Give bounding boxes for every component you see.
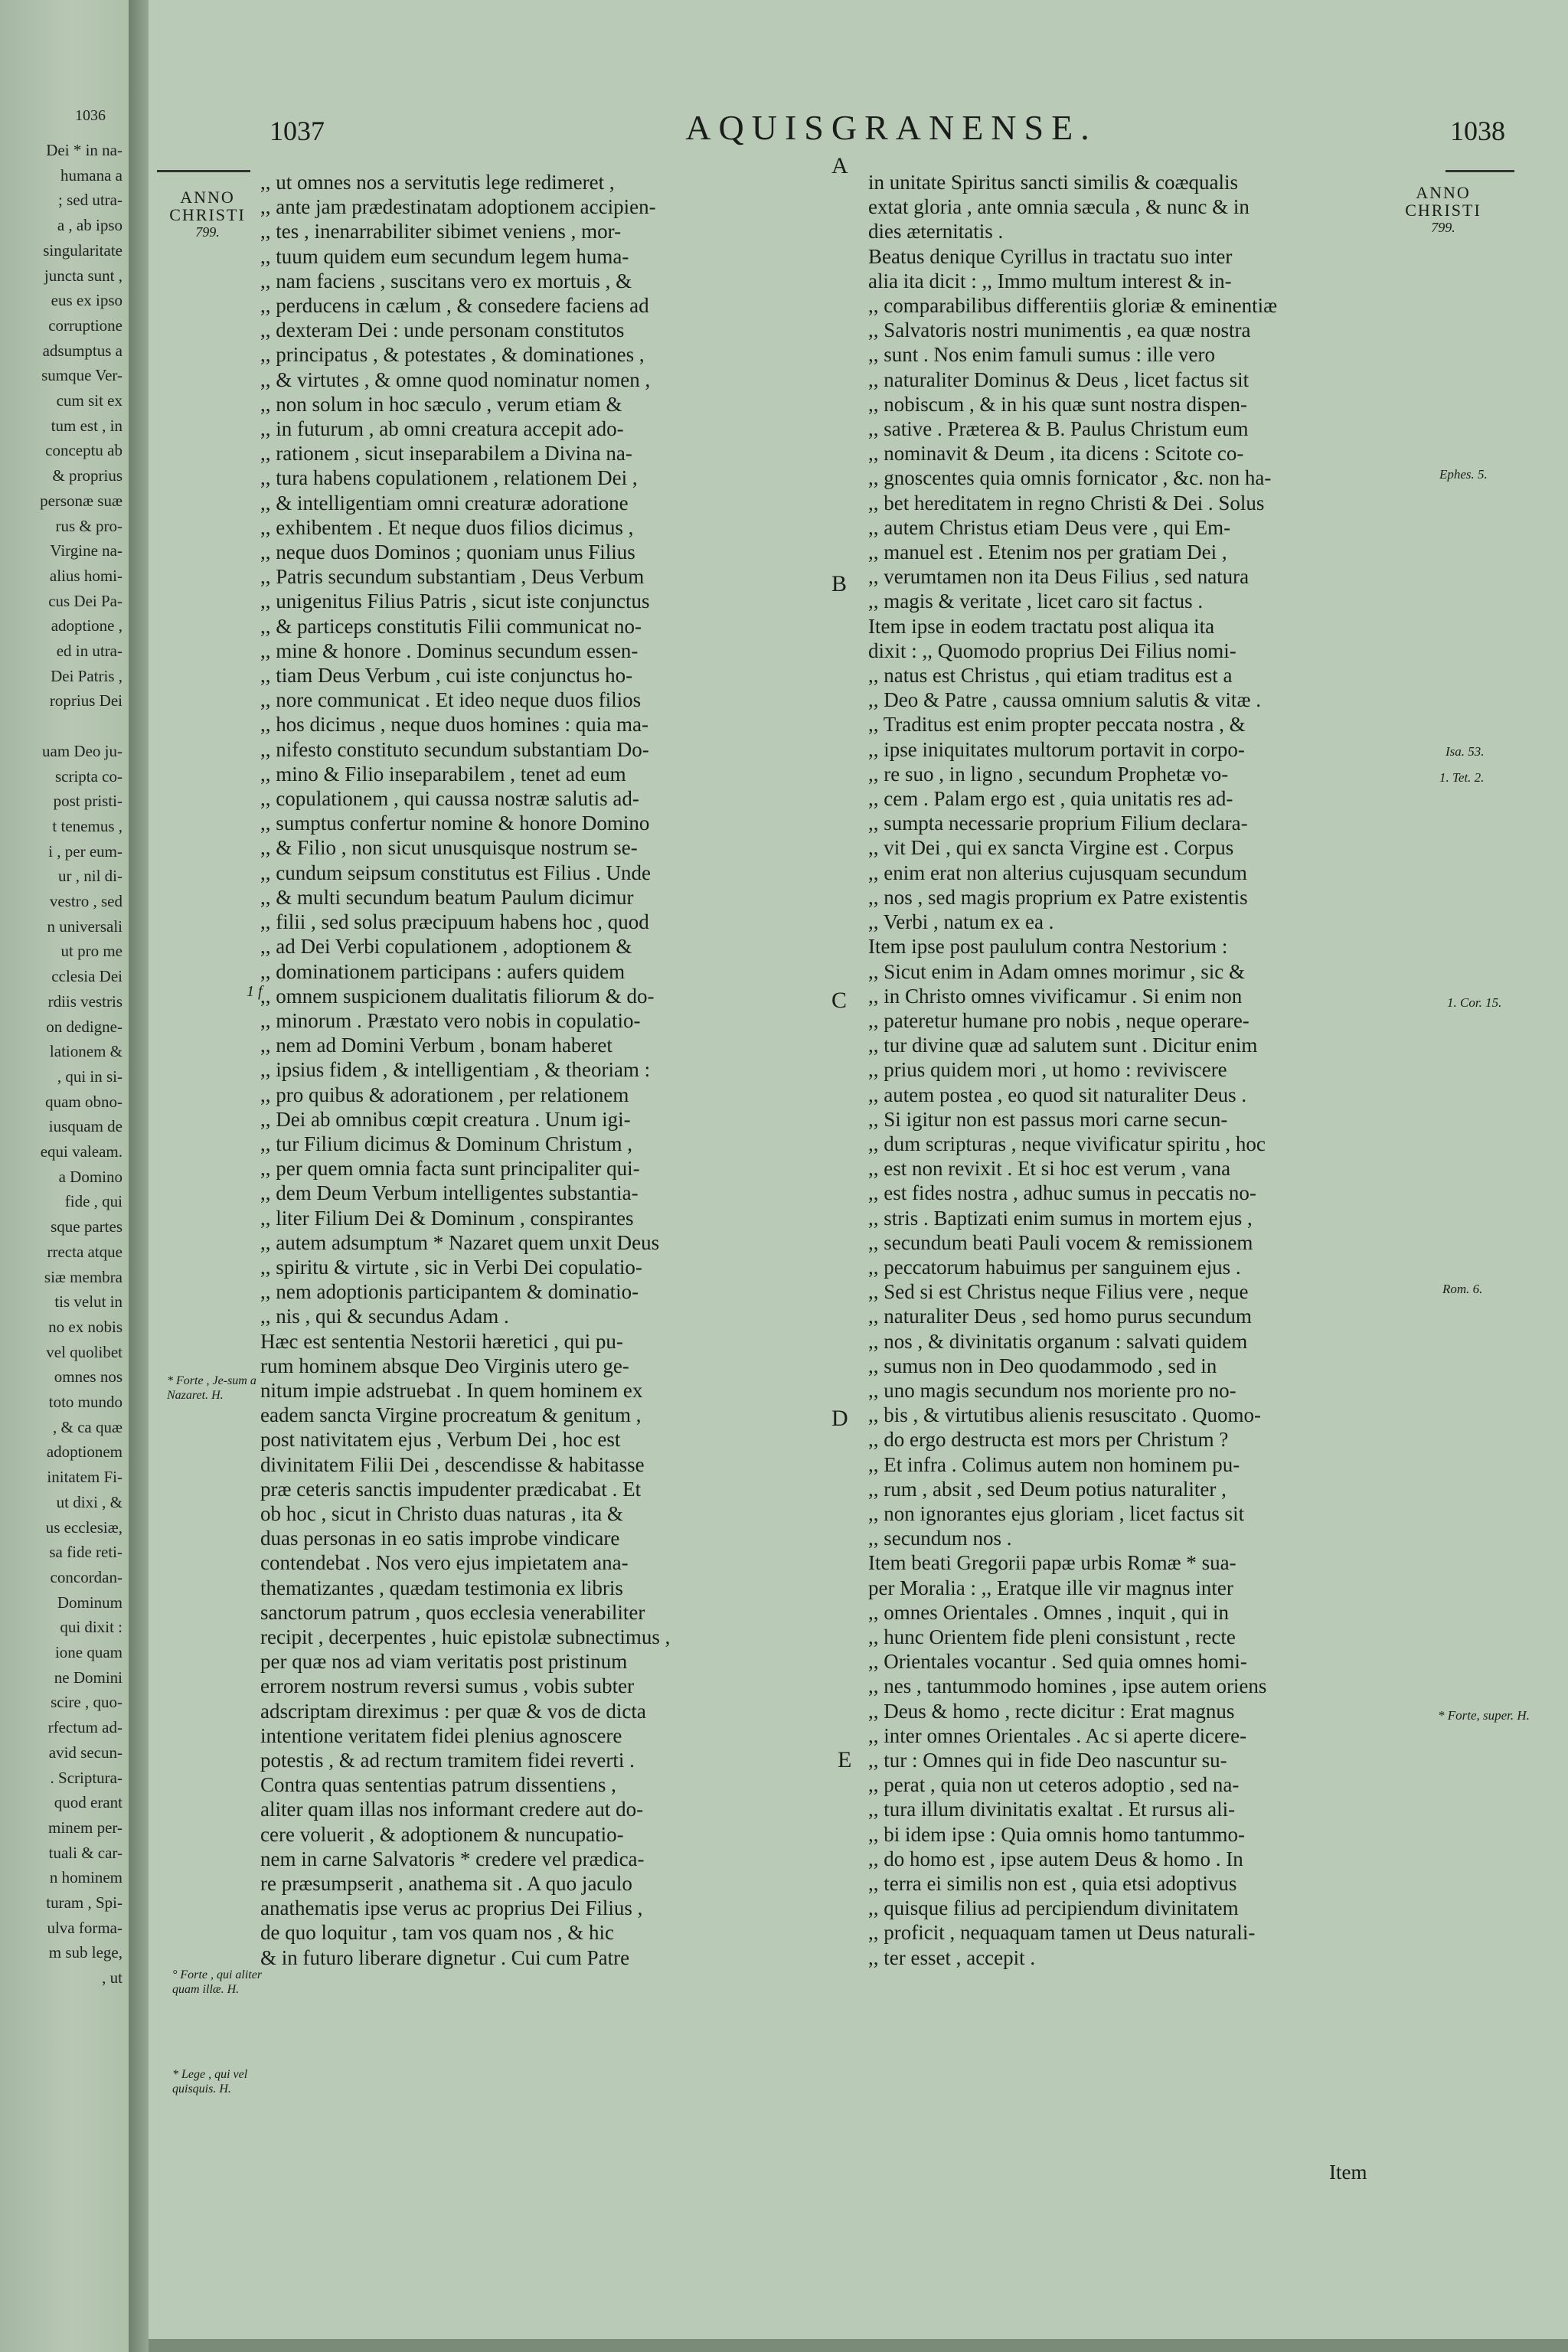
facing-page-line: quam obno- — [45, 1092, 122, 1111]
header-rule-right — [1446, 170, 1514, 172]
facing-page-line: siæ membra — [44, 1267, 122, 1286]
text-line: ,, dominationem participans : aufers quidem — [260, 959, 626, 983]
footnote-mark: * — [172, 2068, 178, 2081]
facing-page-line: qui dixit : — [60, 1618, 122, 1637]
text-line: ,, rum , absit , sed Deum potius naturaliter , — [868, 1477, 1227, 1501]
text-line: ,, naturaliter Deus , sed homo purus secundum — [868, 1305, 1252, 1328]
facing-page-number: 1036 — [75, 107, 106, 124]
text-line: ,, nem adoptionis participantem & dominatio- — [260, 1280, 639, 1304]
facing-page-line: iusquam de — [48, 1117, 122, 1136]
book-gutter — [129, 0, 149, 2352]
anno-year: 799. — [1431, 220, 1455, 235]
text-line: ,, vit Dei , qui ex sancta Virgine est . Corpus — [868, 836, 1234, 860]
section-letter-d: D — [831, 1406, 848, 1431]
margin-ref-isa: Isa. 53. — [1446, 744, 1485, 759]
facing-page-line: cum sit ex — [56, 391, 122, 410]
facing-page-line: , ut — [102, 1968, 122, 1988]
text-line: ,, tura illum divinitatis exaltat . Et rursus ali- — [868, 1798, 1236, 1821]
facing-page-line: singularitate — [43, 240, 122, 260]
facing-page-line: sa fide reti- — [49, 1543, 122, 1562]
facing-page-line: scire , quo- — [51, 1693, 122, 1712]
facing-page-line: personæ suæ — [40, 491, 122, 510]
text-line: ,, prius quidem mori , ut homo : reviviscere — [868, 1058, 1227, 1082]
text-line: ,, do homo est , ipse autem Deus & homo . In — [868, 1847, 1243, 1870]
text-line: ,, nos , & divinitatis organum : salvati quidem — [868, 1329, 1248, 1353]
facing-page-line: roprius Dei — [49, 691, 122, 710]
facing-page-line: Dei Patris , — [51, 666, 122, 685]
text-line: ,, re suo , in ligno , secundum Prophetæ vo- — [868, 762, 1229, 786]
text-line: ,, principatus , & potestates , & dominationes , — [260, 343, 645, 367]
section-letter-a: A — [831, 153, 848, 178]
text-line: ,, ipse iniquitates multorum portavit in corpo- — [868, 737, 1245, 761]
text-line: ,, in Christo omnes vivificamur . Si enim non — [868, 984, 1243, 1008]
text-line: adscriptam direximus : per quæ & vos de dicta — [260, 1699, 646, 1723]
page-header — [149, 106, 1568, 152]
facing-page-line: ne Domini — [54, 1668, 122, 1687]
facing-page-line: humana a — [60, 165, 122, 185]
facing-page-line: adoptione , — [51, 616, 122, 635]
text-line: ,, Salvatoris nostri munimentis , ea quæ nostra — [868, 318, 1251, 342]
text-line: ,, sumptus confertur nomine & honore Domino — [260, 812, 650, 835]
facing-page-line: fide , qui — [64, 1192, 122, 1211]
facing-page-line: adsumptus a — [42, 341, 122, 360]
facing-page-line: n universali — [47, 916, 122, 936]
text-line: ,, cundum seipsum constitutus est Filius . Unde — [260, 861, 651, 884]
margin-ref-rom: Rom. 6. — [1442, 1282, 1483, 1296]
footnote-text: Forte , Je-sum a Nazaret. H. — [167, 1374, 256, 1402]
text-line: ,, sunt . Nos enim famuli sumus : ille vero — [868, 343, 1215, 367]
footnote-mark: * — [167, 1374, 173, 1387]
text-line: ,, enim erat non alterius cujusquam secundum — [868, 861, 1247, 884]
text-line: re præsumpserit , anathema sit . A quo jaculo — [260, 1872, 632, 1896]
text-line: ,, tur Filium dicimus & Dominum Christum , — [260, 1132, 633, 1155]
text-line: ,, unigenitus Filius Patris , sicut iste conjunctus — [260, 590, 650, 613]
text-line: recipit , decerpentes , huic epistolæ subnectimus , — [260, 1625, 671, 1648]
text-line: nem in carne Salvatoris * credere vel prædica- — [260, 1847, 645, 1870]
facing-page-line: juncta sunt , — [44, 266, 122, 285]
text-line: ,, est fides nostra , adhuc sumus in peccatis no- — [868, 1181, 1256, 1205]
section-letter-e: E — [838, 1747, 852, 1772]
text-line: ,, dum scripturas , neque vivificatur spiritu , hoc — [868, 1132, 1266, 1155]
text-line: ,, Traditus est enim propter peccata nostra , & — [868, 713, 1246, 737]
text-line: Contra quas sententias patrum dissentiens , — [260, 1773, 616, 1797]
facing-page-line: m sub lege, — [48, 1943, 122, 1962]
text-line: potestis , & ad rectum tramitem fidei reverti . — [260, 1749, 635, 1772]
text-line: ,, manuel est . Etenim nos per gratiam Dei , — [868, 541, 1227, 564]
text-line: ,, est non revixit . Et si hoc est verum , vana — [868, 1157, 1231, 1181]
text-line: intentione veritatem fidei plenius agnoscere — [260, 1723, 622, 1747]
text-line: Hæc est sententia Nestorii hæretici , qui pu- — [260, 1329, 623, 1353]
margin-ref-cor: 1. Cor. 15. — [1447, 995, 1502, 1010]
facing-page-line: a Domino — [58, 1167, 122, 1186]
facing-page-line: vel quolibet — [46, 1342, 122, 1361]
text-line: ,, hos dicimus , neque duos homines : quia ma- — [260, 713, 648, 737]
margin-ref-pet: 1. Tet. 2. — [1439, 770, 1485, 785]
facing-page-line: ur , nil di- — [58, 867, 122, 886]
facing-page-fragment — [0, 0, 129, 2352]
text-line: ,, ad Dei Verbi copulationem , adoptionem & — [260, 935, 632, 959]
text-line: dixit : ,, Quomodo proprius Dei Filius nomi- — [868, 639, 1236, 662]
text-line: ,, nobiscum , & in his quæ sunt nostra dispen- — [868, 392, 1247, 416]
facing-page-line: & proprius — [52, 466, 122, 485]
text-line: ,, nore communicat . Et ideo neque duos filios — [260, 688, 642, 712]
text-line: ,, magis & veritate , licet caro sit factus . — [868, 590, 1204, 613]
text-line: Item beati Gregorii papæ urbis Romæ * sua- — [868, 1551, 1236, 1575]
text-line: contendebat . Nos vero ejus impietatem ana- — [260, 1551, 629, 1575]
text-line: ,, terra ei similis non est , quia etsi adoptivus — [868, 1872, 1237, 1896]
text-line: præ ceteris sanctis impudenter prædicabat . Et — [260, 1477, 642, 1501]
anno-year: 799. — [195, 224, 220, 240]
running-title: AQUISGRANENSE. — [685, 108, 1097, 147]
text-line: ,, rationem , sicut inseparabilem a Divina na- — [260, 442, 632, 466]
text-line: ,, Deus & homo , recte dicitur : Erat magnus — [868, 1699, 1235, 1723]
text-line: ,, tes , inenarrabiliter sibimet veniens , mor- — [260, 220, 622, 243]
facing-page-line: ut pro me — [60, 942, 122, 961]
facing-page-line: corruptione — [48, 315, 122, 335]
facing-page-line: conceptu ab — [45, 441, 122, 460]
facing-page-line: scripta co- — [54, 766, 122, 786]
anno-christi-left — [165, 188, 250, 241]
facing-page-line: vestro , sed — [49, 892, 122, 910]
facing-page-line: . Scriptura- — [50, 1768, 122, 1787]
facing-page-line: rfectum ad- — [47, 1718, 122, 1737]
facing-page-line: sumque Ver- — [41, 366, 122, 385]
text-line: ,, ut omnes nos a servitutis lege redimeret , — [260, 171, 615, 194]
facing-page-line: t tenemus , — [52, 816, 122, 835]
facing-page-line: turam , Spi- — [46, 1893, 122, 1912]
footnote-2 — [172, 1968, 287, 1997]
text-line: ,, mine & honore . Dominus secundum essen- — [260, 639, 639, 662]
text-line: ,, ipsius fidem , & intelligentiam , & theoriam : — [260, 1058, 651, 1082]
facing-page-line: quod erant — [54, 1793, 122, 1812]
text-column-right — [868, 170, 1442, 1970]
text-line: duas personas in eo satis improbe vindicare — [260, 1527, 620, 1550]
text-line: cere voluerit , & adoptionem & nuncupatio- — [260, 1822, 624, 1846]
text-line: ,, mino & Filio inseparabilem , tenet ad eum — [260, 762, 626, 786]
text-line: ,, verumtamen non ita Deus Filius , sed natura — [868, 565, 1250, 589]
text-line: ,, & Filio , non sicut unusquisque nostrum se- — [260, 836, 638, 860]
facing-page-line: lationem & — [49, 1042, 122, 1061]
text-line: ob hoc , sicut in Christo duas naturas , ita & — [260, 1501, 623, 1525]
text-line: ,, do ergo destructa est mors per Christum ? — [868, 1428, 1229, 1452]
text-line: ,, natus est Christus , qui etiam traditus est a — [868, 664, 1233, 688]
text-line: ,, nis , qui & secundus Adam . — [260, 1305, 509, 1328]
christi-label: CHRISTI — [169, 205, 246, 224]
facing-page-line: a , ab ipso — [57, 216, 122, 235]
text-line: in unitate Spiritus sancti similis & coæqualis — [868, 171, 1238, 194]
text-line: ,, bi idem ipse : Quia omnis homo tantummo- — [868, 1822, 1245, 1846]
facing-page-line: minem per- — [48, 1818, 122, 1837]
text-line: ,, nifesto constituto secundum substantiam Do- — [260, 737, 649, 761]
text-line: ,, secundum beati Pauli vocem & remissionem — [868, 1230, 1253, 1254]
text-line: ,, naturaliter Dominus & Deus , licet factus sit — [868, 368, 1250, 391]
text-line: ,, secundum nos . — [868, 1527, 1012, 1550]
facing-page-line: ut dixi , & — [56, 1492, 122, 1511]
header-rule-left — [157, 170, 250, 172]
facing-page-line: n hominem — [49, 1868, 122, 1887]
text-line: dies æternitatis . — [868, 220, 1004, 243]
text-line: ,, Sed si est Christus neque Filius vere , neque — [868, 1280, 1249, 1304]
text-column-left — [260, 170, 827, 1970]
text-line: ,, Dei ab omnibus cœpit creatura . Unum igi- — [260, 1107, 631, 1131]
text-line: ,, nominavit & Deum , ita dicens : Scitote co- — [868, 442, 1244, 466]
footnote-text: Lege , qui vel quisquis. H. — [172, 2068, 248, 2096]
text-line: ,, sative . Præterea & B. Paulus Christum eum — [868, 417, 1249, 441]
facing-page-line: cus Dei Pa- — [48, 591, 122, 610]
text-line: ,, tuum quidem eum secundum legem huma- — [260, 244, 629, 268]
text-line: ,, omnes Orientales . Omnes , inquit , qui in — [868, 1600, 1229, 1624]
text-line: Beatus denique Cyrillus in tractatu suo inter — [868, 244, 1233, 268]
page-bottom-edge — [149, 2339, 1568, 2352]
facing-page-line: us ecclesiæ, — [45, 1517, 122, 1537]
page-number-right: 1038 — [1450, 116, 1505, 146]
margin-note-super: * Forte, super. H. — [1438, 1708, 1530, 1723]
text-line: ,, & intelligentiam omni creaturæ adoratione — [260, 491, 629, 514]
text-line: ,, stris . Baptizati enim sumus in mortem ejus , — [868, 1206, 1253, 1230]
text-line: ,, autem adsumptum * Nazaret quem unxit Deus — [260, 1230, 660, 1254]
facing-page-line: rdiis vestris — [47, 991, 122, 1011]
facing-page-line: concordan- — [50, 1567, 122, 1586]
text-line: ,, per quem omnia facta sunt principaliter qui- — [260, 1157, 640, 1181]
page-number-left: 1037 — [270, 116, 325, 146]
text-line: ,, ter esset , accepit . — [868, 1945, 1036, 1969]
text-line: ,, dem Deum Verbum intelligentes substantia- — [260, 1181, 639, 1205]
facing-page-line: no ex nobis — [48, 1317, 122, 1336]
text-line: ,, copulationem , qui caussa nostræ salutis ad- — [260, 787, 639, 811]
anno-label: ANNO — [180, 188, 235, 207]
text-line: ,, uno magis secundum nos moriente pro no- — [868, 1378, 1236, 1402]
facing-page-line: adoptionem — [46, 1442, 122, 1462]
text-line: ,, Sicut enim in Adam omnes morimur , sic & — [868, 959, 1245, 983]
facing-page-line: sque partes — [51, 1217, 122, 1236]
text-line: ,, neque duos Dominos ; quoniam unus Filius — [260, 541, 635, 564]
text-line: Item ipse post paululum contra Nestorium : — [868, 935, 1228, 959]
text-line: ,, pateretur humane pro nobis , neque operare- — [868, 1008, 1250, 1032]
facing-page-line: i , per eum- — [48, 841, 122, 861]
text-line: ,, autem postea , eo quod sit naturaliter Deus . — [868, 1083, 1247, 1106]
text-line: alia ita dicit : ,, Immo multum interest & in- — [868, 269, 1232, 292]
text-line: ,, Orientales vocantur . Sed quia omnes homi- — [868, 1650, 1247, 1674]
facing-page-line: tis velut in — [54, 1292, 122, 1312]
text-line: eadem sancta Virgine procreatum & genitum , — [260, 1403, 642, 1427]
text-line: Item ipse in eodem tractatu post aliqua ita — [868, 614, 1215, 638]
facing-page-line: initatem Fi- — [47, 1468, 122, 1487]
facing-page-line: Virgine na- — [50, 541, 122, 560]
facing-page-line: ed in utra- — [56, 642, 122, 660]
facing-page-line: uam Deo ju- — [42, 741, 122, 760]
text-line: ,, tur : Omnes qui in fide Deo nascuntur su- — [868, 1749, 1227, 1772]
text-line: ,, quisque filius ad percipiendum divinitatem — [868, 1896, 1239, 1920]
text-line: ,, tiam Deus Verbum , cui iste conjunctus ho- — [260, 664, 633, 688]
text-line: ,, dexteram Dei : unde personam constitutos — [260, 318, 625, 342]
facing-page-line: alius homi- — [49, 566, 122, 585]
facing-page-line: avid secun- — [48, 1743, 122, 1762]
facing-page-line: , qui in si- — [57, 1067, 122, 1086]
text-line: ,, sumpta necessarie proprium Filium declara- — [868, 812, 1248, 835]
text-line: ,, ante jam prædestinatam adoptionem accipien- — [260, 195, 656, 219]
footnote-mark: ° — [172, 1968, 178, 1981]
text-line: ,, peccatorum habuimus per sanguinem ejus . — [868, 1255, 1241, 1279]
text-line: ,, Si igitur non est passus mori carne secun- — [868, 1107, 1228, 1131]
text-line: ,, tur divine quæ ad salutem sunt . Dicitur enim — [868, 1034, 1258, 1057]
text-line: ,, cem . Palam ergo est , quia unitatis res ad- — [868, 787, 1233, 811]
text-line: ,, bis , & virtutibus alienis resuscitato . Quomo- — [868, 1403, 1261, 1427]
text-line: ,, spiritu & virtute , sic in Verbi Dei copulatio- — [260, 1255, 642, 1279]
facing-page-line: rus & pro- — [55, 516, 122, 535]
facing-page-line: Dei * in na- — [46, 141, 122, 159]
text-line: ,, & particeps constitutis Filii communicat no- — [260, 614, 642, 638]
text-line: post nativitatem ejus , Verbum Dei , hoc est — [260, 1428, 621, 1452]
text-line: ,, in futurum , ab omni creatura accepit ado- — [260, 417, 624, 441]
text-line: ,, inter omnes Orientales . Ac si aperte dicere- — [868, 1723, 1247, 1747]
text-line: anathematis ipse verus ac proprius Dei Filius , — [260, 1896, 643, 1920]
margin-ref-ephes: Ephes. 5. — [1439, 467, 1488, 482]
text-line: ,, Patris secundum substantiam , Deus Verbum — [260, 565, 645, 589]
facing-page-line: eus ex ipso — [51, 291, 122, 310]
christi-label: CHRISTI — [1405, 201, 1481, 220]
text-line: per Moralia : ,, Eratque ille vir magnus inter — [868, 1576, 1233, 1599]
facing-page-line: ulva forma- — [47, 1918, 122, 1937]
text-line: ,, gnoscentes quia omnis fornicator , &c. non ha- — [868, 466, 1272, 490]
text-line: ,, comparabilibus differentiis gloriæ & eminentiæ — [868, 294, 1278, 318]
facing-page-line: tuali & car- — [48, 1843, 122, 1862]
text-line: ,, exhibentem . Et neque duos filios dicimus , — [260, 515, 634, 539]
text-line: ,, Et infra . Colimus autem non hominem pu- — [868, 1452, 1240, 1476]
section-letter-c: C — [831, 988, 848, 1013]
facing-page-line: toto mundo — [48, 1393, 122, 1411]
footnote-text: Forte , qui aliter quam illæ. H. — [172, 1968, 263, 1996]
facing-page-line: on dedigne- — [46, 1017, 122, 1036]
text-line: aliter quam illas nos informant credere aut do- — [260, 1798, 644, 1821]
footnote-3 — [172, 2067, 287, 2096]
text-line: de quo loquitur , tam vos quam nos , & hic — [260, 1921, 614, 1945]
text-line: nitum impie adstruebat . In quem hominem ex — [260, 1378, 643, 1402]
text-line: ,, nam faciens , suscitans vero ex mortuis , & — [260, 269, 632, 292]
text-line: ,, non ignorantes ejus gloriam , licet factus sit — [868, 1501, 1245, 1525]
text-line: ,, hunc Orientem fide pleni consistunt , recte — [868, 1625, 1236, 1648]
margin-mark: 1 f — [247, 983, 263, 1000]
text-line: ,, & multi secundum beatum Paulum dicimur — [260, 885, 634, 909]
text-line: ,, Verbi , natum ex ea . — [868, 910, 1054, 934]
text-line: ,, nos , sed magis proprium ex Patre existentis — [868, 885, 1248, 909]
text-line: errorem nostrum reversi sumus , vobis subter — [260, 1674, 635, 1698]
facing-page-line: post pristi- — [53, 792, 122, 811]
facing-page-line: omnes nos — [54, 1367, 122, 1387]
text-line: thematizantes , quædam testimonia ex libris — [260, 1576, 623, 1599]
text-line: ,, nem ad Domini Verbum , bonam haberet — [260, 1034, 612, 1057]
text-line: ,, filii , sed solus præcipuum habens hoc , quod — [260, 910, 649, 934]
text-line: ,, omnem suspicionem dualitatis filiorum & do- — [260, 984, 655, 1008]
facing-page-line: , & ca quæ — [53, 1417, 122, 1436]
facing-page-line: tum est , in — [51, 416, 122, 435]
facing-page-line: equi valeam. — [40, 1142, 122, 1161]
text-line: per quæ nos ad viam veritatis post pristinum — [260, 1650, 628, 1674]
text-line: ,, non solum in hoc sæculo , verum etiam & — [260, 392, 622, 416]
text-line: ,, nes , tantummodo homines , ipse autem oriens — [868, 1674, 1267, 1698]
text-line: ,, proficit , nequaquam tamen ut Deus naturali- — [868, 1921, 1256, 1945]
text-line: rum hominem absque Deo Virginis utero ge- — [260, 1354, 629, 1377]
text-line: ,, sumus non in Deo quodammodo , sed in — [868, 1354, 1217, 1377]
text-line: divinitatem Filii Dei , descendisse & habitasse — [260, 1452, 645, 1476]
facing-page-line: ; sed utra- — [58, 191, 122, 210]
text-line: sanctorum patrum , quos ecclesia venerabiliter — [260, 1600, 645, 1624]
text-line: ,, perducens in cælum , & consedere faciens ad — [260, 294, 649, 318]
catchword: Item — [1329, 2161, 1367, 2184]
footnote-1 — [167, 1374, 282, 1403]
anno-label: ANNO — [1416, 183, 1471, 202]
text-line: ,, liter Filium Dei & Dominum , conspirantes — [260, 1206, 634, 1230]
text-line: ,, & virtutes , & omne quod nominatur nomen , — [260, 368, 651, 391]
facing-page-line: rrecta atque — [47, 1242, 122, 1261]
facing-page-line: Dominum — [57, 1592, 122, 1612]
text-line: ,, bet hereditatem in regno Christi & Dei . Solus — [868, 491, 1265, 514]
section-letter-b: B — [831, 571, 848, 596]
text-line: extat gloria , ante omnia sæcula , & nunc & in — [868, 195, 1250, 219]
text-line: & in futuro liberare dignetur . Cui cum Patre — [260, 1945, 630, 1969]
text-line: ,, minorum . Præstato vero nobis in copulatio- — [260, 1008, 641, 1032]
text-line: ,, perat , quia non ut ceteros adoptio , sed na- — [868, 1773, 1240, 1797]
facing-page-line: cclesia Dei — [51, 967, 122, 986]
text-line: ,, pro quibus & adorationem , per relationem — [260, 1083, 629, 1106]
text-line: ,, tura habens copulationem , relationem Dei , — [260, 466, 638, 490]
text-line: ,, Deo & Patre , caussa omnium salutis & vitæ . — [868, 688, 1261, 712]
text-line: ,, autem Christus etiam Deus vere , qui Em- — [868, 515, 1231, 539]
facing-page-line: ione quam — [54, 1643, 122, 1661]
